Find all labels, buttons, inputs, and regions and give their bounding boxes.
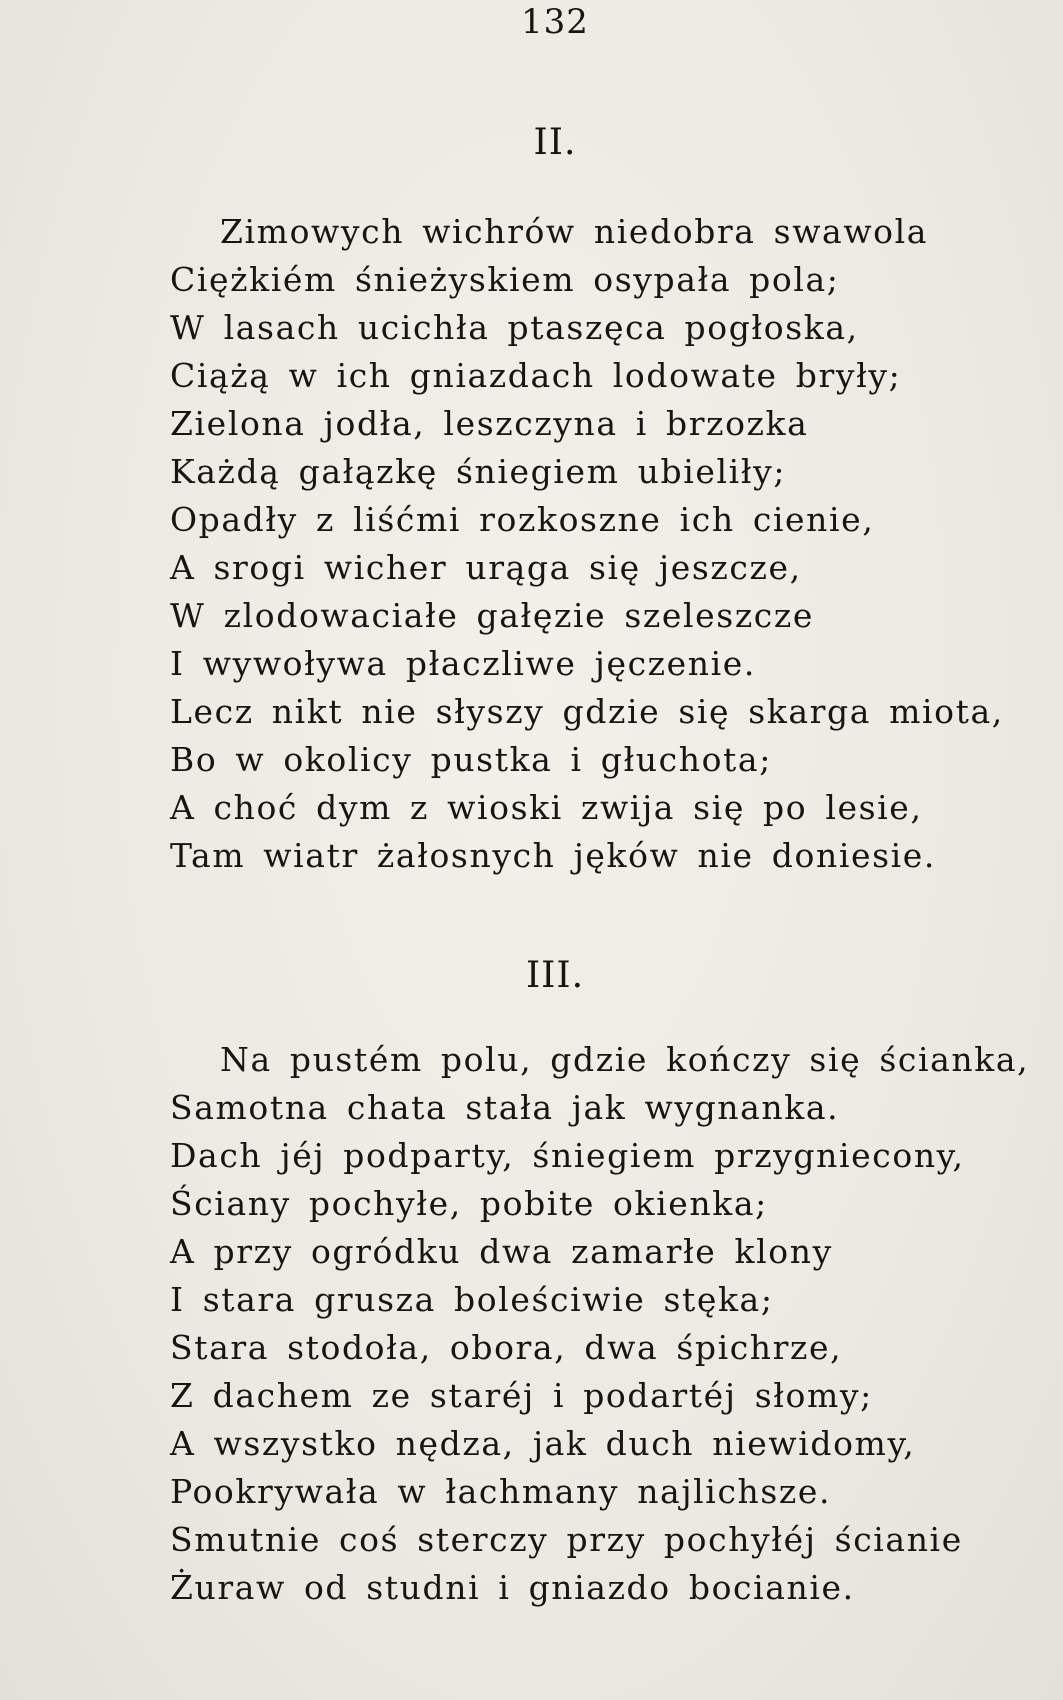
poem-line: Dach jéj podparty, śniegiem przygniecony,: [170, 1136, 965, 1175]
poem-line: Smutnie coś sterczy przy pochyłéj ścianie: [170, 1520, 963, 1559]
poem-line: A wszystko nędza, jak duch niewidomy,: [170, 1424, 916, 1463]
section-heading-ii: II.: [533, 122, 577, 163]
poem-line: Ciążą w ich gniazdach lodowate bryły;: [170, 356, 902, 395]
poem-line: Tam wiatr żałosnych jęków nie doniesie.: [170, 836, 937, 875]
poem-line: Zielona jodła, leszczyna i brzozka: [170, 404, 809, 443]
poem-line: Żuraw od studni i gniazdo bocianie.: [170, 1568, 855, 1607]
poem-line: Samotna chata stała jak wygnanka.: [170, 1088, 840, 1127]
poem-line: Z dachem ze staréj i podartéj słomy;: [170, 1376, 873, 1415]
poem-stanza-iii: [170, 1036, 1029, 1612]
section-heading-iii: III.: [525, 955, 585, 996]
poem-line: Każdą gałązkę śniegiem ubieliły;: [170, 452, 787, 491]
page-number: 132: [521, 2, 589, 42]
poem-line: I stara grusza boleściwie stęka;: [170, 1280, 774, 1319]
poem-line: A przy ogródku dwa zamarłe klony: [170, 1232, 833, 1271]
poem-line: A srogi wicher urąga się jeszcze,: [170, 548, 802, 587]
poem-line: Ściany pochyłe, pobite okienka;: [170, 1184, 768, 1223]
poem-stanza-ii: [170, 208, 1004, 880]
poem-line: W lasach ucichła ptaszęca pogłoska,: [170, 308, 859, 347]
poem-line: Zimowych wichrów niedobra swawola: [220, 212, 929, 251]
poem-line: W zlodowaciałe gałęzie szeleszcze: [170, 596, 814, 635]
poem-line: Lecz nikt nie słyszy gdzie się skarga miota,: [170, 692, 1004, 731]
poem-line: Stara stodoła, obora, dwa śpichrze,: [170, 1328, 843, 1367]
poem-line: Bo w okolicy pustka i głuchota;: [170, 740, 772, 779]
poem-line: Na pustém polu, gdzie kończy się ścianka,: [220, 1040, 1030, 1079]
poem-line: I wywoływa płaczliwe jęczenie.: [170, 644, 757, 683]
poem-line: Opadły z liśćmi rozkoszne ich cienie,: [170, 500, 875, 539]
poem-line: A choć dym z wioski zwija się po lesie,: [170, 788, 923, 827]
poem-line: Pookrywała w łachmany najlichsze.: [170, 1472, 832, 1511]
poem-line: Ciężkiém śnieżyskiem osypała pola;: [170, 260, 840, 299]
